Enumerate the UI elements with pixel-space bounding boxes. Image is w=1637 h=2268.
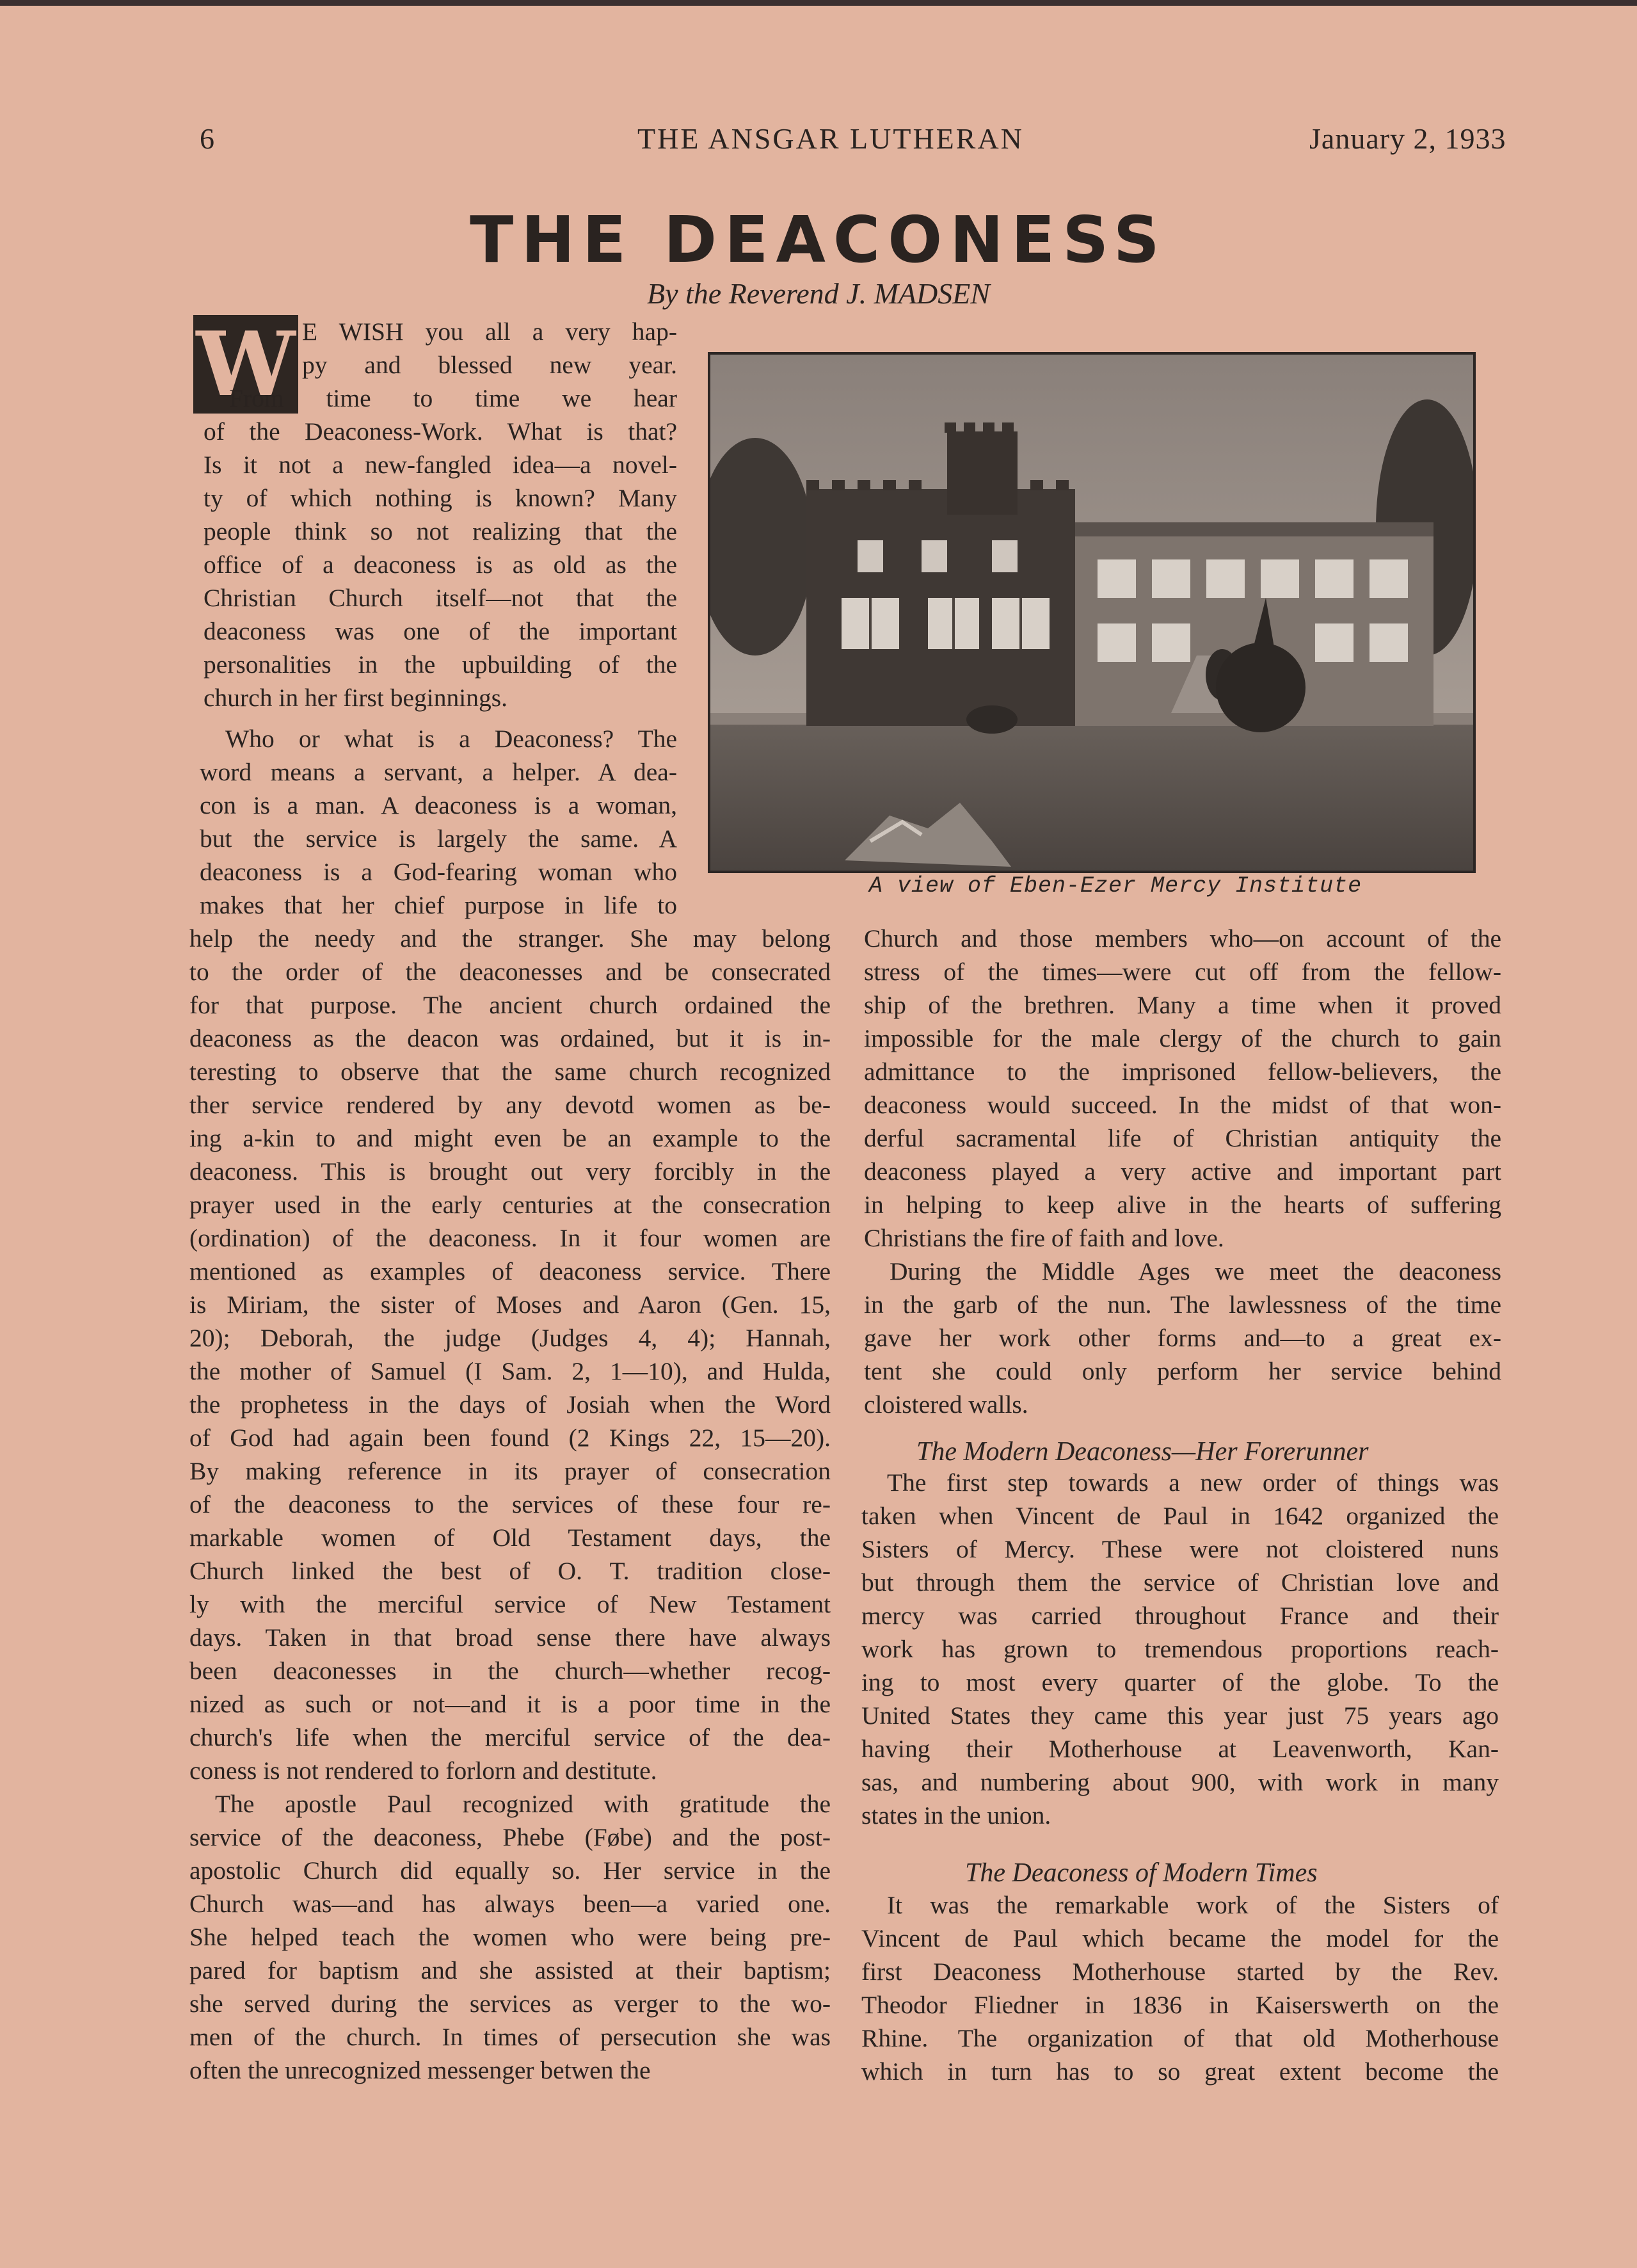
text-line: sas, and numbering about 900, with work in many	[861, 1768, 1499, 1796]
text-line: men of the church. In times of persecution she was	[189, 2023, 831, 2051]
text-line: to the order of the deaconesses and be consecrated	[189, 958, 831, 986]
subheading-forerunner: The Modern Deaconess—Her Forerunner	[916, 1437, 1369, 1467]
text-line: the mother of Samuel (I Sam. 2, 1—10), and Hulda,	[189, 1357, 831, 1385]
text-line: work has grown to tremendous proportions reach-	[861, 1635, 1499, 1663]
text-line: deaconess as the deacon was ordained, but it is in-	[189, 1024, 831, 1052]
text-line: ty of which nothing is known? Many	[204, 484, 677, 512]
drop-cap: W	[193, 315, 298, 414]
text-line: in helping to keep alive in the hearts of suffering	[864, 1191, 1501, 1219]
text-line: of the deaconess to the services of these four re-	[189, 1490, 831, 1518]
intro-paragraph	[204, 382, 677, 714]
text-line: impossible for the male clergy of the church to gain	[864, 1024, 1501, 1052]
paragraph-kaiserswerth	[861, 1888, 1499, 2088]
text-line: of God had again been found (2 Kings 22, 15—20).	[189, 1424, 831, 1452]
text-line: church in her first beginnings.	[204, 684, 507, 712]
text-line: makes that her chief purpose in life to	[200, 891, 677, 919]
building-photo-illustration	[710, 355, 1473, 871]
text-line: taken when Vincent de Paul in 1642 organized the	[861, 1502, 1499, 1530]
text-line: She helped teach the women who were being pre-	[189, 1923, 831, 1951]
text-line: been deaconesses in the church—whether recog-	[189, 1657, 831, 1685]
text-line: mercy was carried throughout France and their	[861, 1602, 1499, 1630]
text-line: days. Taken in that broad sense there have always	[189, 1623, 831, 1652]
text-line: of the Deaconess-Work. What is that?	[204, 417, 677, 446]
text-line: deaconess. This is brought out very forcibly in the	[189, 1157, 831, 1186]
text-line: Sisters of Mercy. These were not cloistered nuns	[861, 1535, 1499, 1563]
left-column-text	[189, 922, 831, 2087]
text-line: derful sacramental life of Christian antiquity the	[864, 1124, 1501, 1152]
text-line: ly with the merciful service of New Testament	[189, 1590, 831, 1618]
text-line: py and blessed new year.	[302, 351, 677, 379]
publication-title: THE ANSGAR LUTHERAN	[637, 122, 1024, 155]
text-line: but through them the service of Christian love and	[861, 1568, 1499, 1596]
text-line: Vincent de Paul which became the model for the	[861, 1924, 1499, 1952]
text-line: having their Motherhouse at Leavenworth, Kan-	[861, 1735, 1499, 1763]
paragraph-who-is-deaconess	[200, 722, 677, 922]
text-line: It was the remarkable work of the Sisters of	[887, 1891, 1499, 1919]
text-line: con is a man. A deaconess is a woman,	[200, 791, 677, 819]
text-line: During the Middle Ages we meet the deaconess	[890, 1257, 1501, 1285]
text-line: word means a servant, a helper. A dea-	[200, 758, 677, 786]
text-line: deaconess played a very active and important part	[864, 1157, 1501, 1186]
text-line: teresting to observe that the same church recognized	[189, 1058, 831, 1086]
text-line: deaconess is a God-fearing woman who	[200, 858, 677, 886]
right-column-text	[864, 922, 1501, 1421]
paragraph-vincent-de-paul	[861, 1466, 1499, 1832]
text-line: ship of the brethren. Many a time when it proved	[864, 991, 1501, 1019]
text-line: Christians the fire of faith and love.	[864, 1224, 1224, 1252]
text-line: she served during the services as verger to the wo-	[189, 1990, 831, 2018]
text-line: the prophetess in the days of Josiah when the Word	[189, 1390, 831, 1419]
text-line: service of the deaconess, Phebe (Føbe) and the post-	[189, 1823, 831, 1851]
text-line: tent she could only perform her service behind	[864, 1357, 1501, 1385]
text-line: nized as such or not—and it is a poor time in the	[189, 1690, 831, 1718]
text-line: office of a deaconess is as old as the	[204, 551, 677, 579]
text-line: often the unrecognized messenger betwen the	[189, 2056, 651, 2084]
text-line: states in the union.	[861, 1801, 1051, 1830]
text-line: is Miriam, the sister of Moses and Aaron (Gen. 15,	[189, 1291, 831, 1319]
text-line: cloistered walls.	[864, 1390, 1028, 1419]
article-title: THE DEACONESS	[470, 202, 1167, 277]
text-line: 20); Deborah, the judge (Judges 4, 4); Hannah,	[189, 1324, 831, 1352]
text-line: Church was—and has always been—a varied one.	[189, 1890, 831, 1918]
text-line: Christian Church itself—not that the	[204, 584, 677, 612]
subheading-modern-times: The Deaconess of Modern Times	[965, 1858, 1318, 1888]
top-edge	[0, 0, 1637, 6]
text-line: which in turn has to so great extent become the	[861, 2057, 1499, 2086]
text-line: ing a-kin to and might even be an example to the	[189, 1124, 831, 1152]
text-line: people think so not realizing that the	[204, 517, 677, 545]
text-line: From time to time we hear	[229, 384, 677, 412]
issue-date: January 2, 1933	[1309, 122, 1506, 155]
text-line: but the service is largely the same. A	[200, 824, 677, 853]
text-line: church's life when the merciful service of the dea-	[189, 1723, 831, 1751]
text-line: Rhine. The organization of that old Motherhouse	[861, 2024, 1499, 2052]
text-line: mentioned as examples of deaconess service. There	[189, 1257, 831, 1285]
text-line: gave her work other forms and—to a great ex-	[864, 1324, 1501, 1352]
text-line: admittance to the imprisoned fellow-believers, the	[864, 1058, 1501, 1086]
text-line: first Deaconess Motherhouse started by the Rev.	[861, 1958, 1499, 1986]
text-line: stress of the times—were cut off from the fellow-	[864, 958, 1501, 986]
text-line: By making reference in its prayer of consecration	[189, 1457, 831, 1485]
text-line: Church and those members who—on account of the	[864, 924, 1501, 953]
text-line: The first step towards a new order of things was	[887, 1468, 1499, 1497]
text-line: apostolic Church did equally so. Her service in the	[189, 1856, 831, 1885]
text-line: United States they came this year just 75 years ago	[861, 1701, 1499, 1730]
text-line: Is it not a new-fangled idea—a novel-	[204, 451, 677, 479]
text-line: (ordination) of the deaconess. In it four women are	[189, 1224, 831, 1252]
text-line: E WISH you all a very hap-	[302, 318, 677, 346]
text-line: markable women of Old Testament days, the	[189, 1524, 831, 1552]
text-line: The apostle Paul recognized with gratitude the	[215, 1790, 831, 1818]
text-line: ther service rendered by any devotd women as be-	[189, 1091, 831, 1119]
text-line: for that purpose. The ancient church ordained the	[189, 991, 831, 1019]
text-line: Who or what is a Deaconess? The	[225, 725, 677, 753]
page-number: 6	[200, 122, 215, 155]
text-line: Theodor Fliedner in 1836 in Kaiserswerth on the	[861, 1991, 1499, 2019]
photo-caption: A view of Eben-Ezer Mercy Institute	[869, 873, 1362, 899]
photo-eben-ezer-institute	[708, 352, 1476, 873]
intro-paragraph-start	[302, 315, 677, 382]
text-line: prayer used in the early centuries at the consecration	[189, 1191, 831, 1219]
text-line: Church linked the best of O. T. tradition close-	[189, 1557, 831, 1585]
text-line: in the garb of the nun. The lawlessness of the time	[864, 1291, 1501, 1319]
text-line: pared for baptism and she assisted at their baptism;	[189, 1956, 831, 1984]
text-line: help the needy and the stranger. She may belong	[189, 924, 831, 953]
text-line: ing to most every quarter of the globe. To the	[861, 1668, 1499, 1696]
text-line: coness is not rendered to forlorn and destitute.	[189, 1757, 657, 1785]
text-line: deaconess was one of the important	[204, 617, 677, 645]
text-line: personalities in the upbuilding of the	[204, 650, 677, 679]
byline: By the Reverend J. MADSEN	[646, 277, 990, 310]
text-line: deaconess would succeed. In the midst of that won-	[864, 1091, 1501, 1119]
